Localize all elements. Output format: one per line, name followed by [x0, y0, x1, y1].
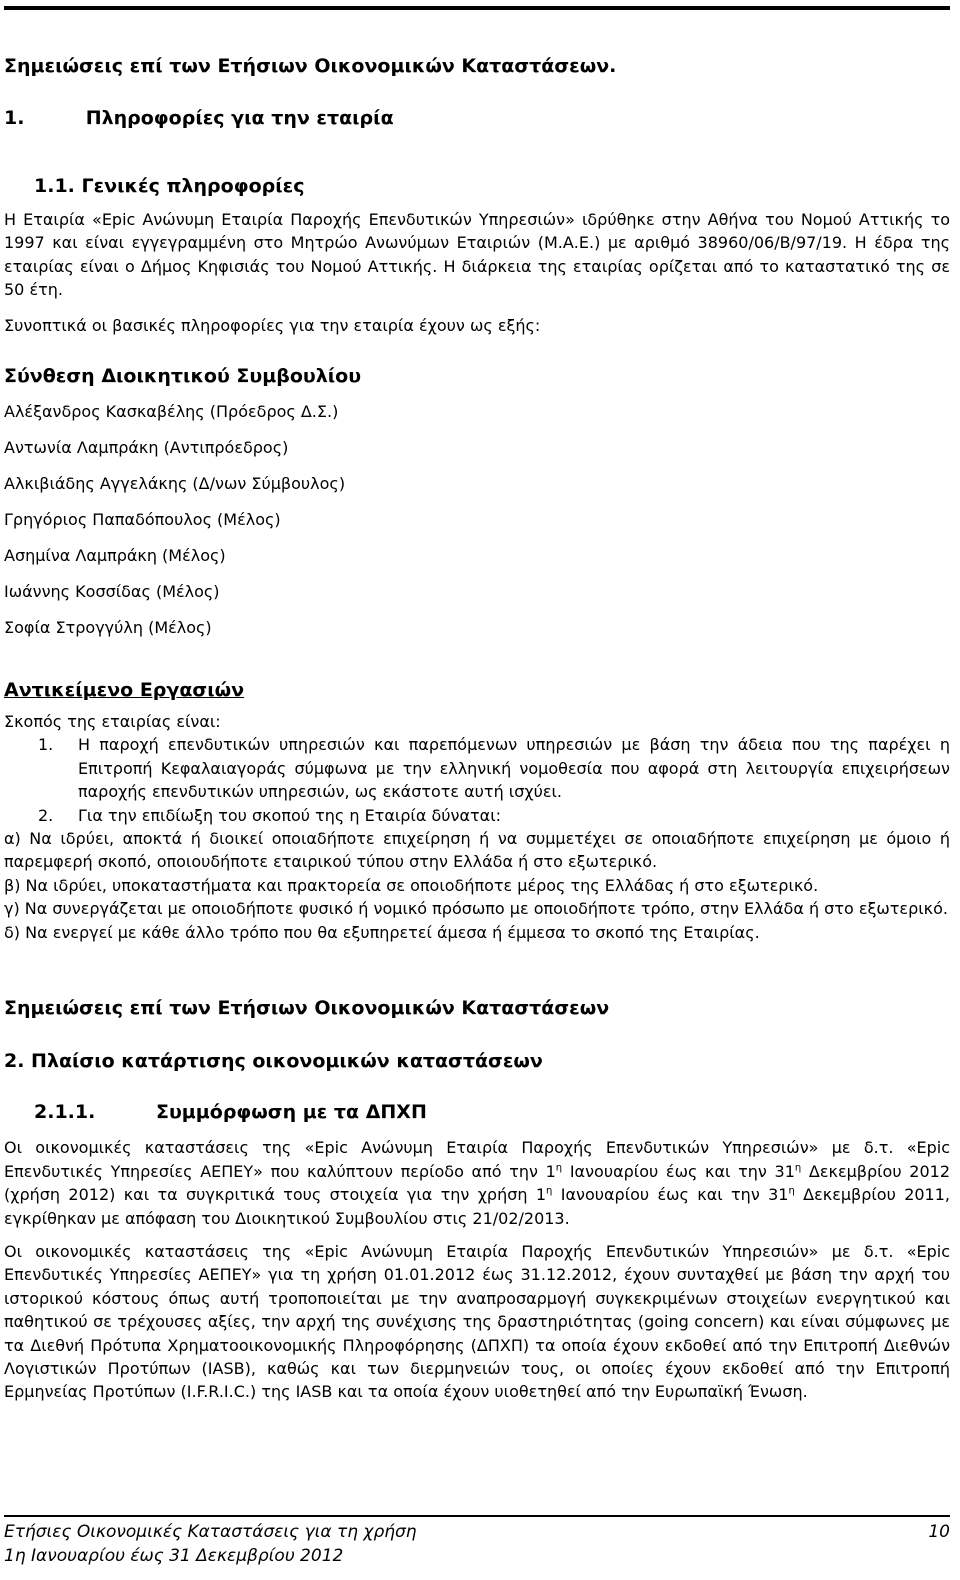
objects-item-1	[4, 733, 950, 803]
footer-rule	[4, 1515, 950, 1517]
board-member: Γρηγόριος Παπαδόπουλος (Μέλος)	[4, 510, 281, 529]
section-1-number: 1.	[4, 107, 25, 129]
objects-item-1-text: Η παροχή επενδυτικών υπηρεσιών και παρεπόμενων υπηρεσιών με βάση την άδεια που της παρέχει η Επιτροπή Κεφαλαιαγοράς σύμφωνα με την ελληνική νομοθεσία που αφορά στη λειτουργία επιχειρήσεων παροχής επενδυτικών υπηρεσιών, ως εκάστοτε αυτή ισχύει.	[78, 735, 950, 802]
summary-text: Συνοπτικά οι βασικές πληροφορίες για την εταιρία έχουν ως εξής:	[4, 316, 541, 335]
objects-section	[4, 678, 950, 944]
objects-sub-d: δ) Να ενεργεί με κάθε άλλο τρόπο που θα εξυπηρετεί άμεσα ή έμμεσα το σκοπό της Εταιρίας.	[4, 922, 760, 942]
board-section	[4, 364, 950, 652]
objects-item-1-number: 1.	[38, 735, 54, 755]
main-heading	[4, 54, 950, 78]
fs-paragraph-1-text: Οι οικονομικές καταστάσεις της «Epic Ανώνυμη Εταιρία Παροχής Επενδυτικών Υπηρεσιών» με δ.τ. «Epic Επενδυτικές Υπηρεσίες ΑΕΠΕΥ» που καλύπτουν περίοδο από την $1^\eta$ Ιανουαρίου έως και την $31^\eta$ Δεκεμβρίου 2012 (χρήση 2012) και τα συγκριτικά τους στοιχεία για την χρήση $1^\eta$ Ιανουαρίου έως και την $31^\eta$ Δεκεμβρίου 2011, εγκρίθηκαν με απόφαση του Διοικητικού Συμβουλίου στις 21/02/2013.	[4, 1138, 951, 1228]
board-member-list	[4, 400, 950, 652]
board-member: Σοφία Στρογγύλη (Μέλος)	[4, 618, 212, 637]
objects-item-2-text: Για την επιδίωξη του σκοπού της η Εταιρία δύναται:	[78, 805, 501, 825]
main-heading-text: Σημειώσεις επί των Ετήσιων Οικονομικών Καταστάσεων.	[4, 55, 617, 77]
board-member: Αντωνία Λαμπράκη (Αντιπρόεδρος)	[4, 438, 289, 457]
objects-sub-a: α) Να ιδρύει, αποκτά ή διοικεί οποιαδήποτε επιχείρηση ή να συμμετέχει σε οποιαδήποτε επιχείρηση με όμοιο ή παρεμφερή σκοπό, οποιουδήποτε εταιρικού τύπου στην Ελλάδα ή στο εξωτερικό.	[4, 829, 950, 872]
objects-item-2	[4, 804, 950, 827]
notes-heading-2	[4, 996, 950, 1020]
objects-sub-c: γ) Να συνεργάζεται με οποιοδήποτε φυσικό ή νομικό πρόσωπο με οποιοδήποτε τρόπο, στην Ελλάδα ή στο εξωτερικό.	[4, 899, 948, 919]
board-member: Αλκιβιάδης Αγγελάκης (Δ/νων Σύμβουλος)	[4, 474, 346, 493]
section-1-heading	[4, 106, 950, 130]
section-2-title: 2. Πλαίσιο κατάρτισης οικονομικών καταστάσεων	[4, 1050, 543, 1072]
board-title: Σύνθεση Διοικητικού Συμβουλίου	[4, 365, 362, 387]
general-info-paragraph	[4, 208, 950, 302]
general-info-text: Η Εταιρία «Epic Ανώνυμη Εταιρία Παροχής Επενδυτικών Υπηρεσιών» ιδρύθηκε στην Αθήνα του Νομού Αττικής το 1997 και είναι εγγεγραμμένη στο Μητρώο Ανωνύμων Εταιριών (Μ.Α.Ε.) με αριθμό 38960/06/Β/97/19. Η έδρα της εταιρίας είναι ο Δήμος Κηφισιάς του Νομού Αττικής. Η διάρκεια της εταιρίας ορίζεται από το καταστατικό της σε 50 έτη.	[4, 210, 950, 300]
board-member: Ιωάννης Κοσσίδας (Μέλος)	[4, 582, 220, 601]
fs-paragraph-2-text: Οι οικονομικές καταστάσεις της «Epic Ανώνυμη Εταιρία Παροχής Επενδυτικών Υπηρεσιών» με δ.τ. «Epic Επενδυτικές Υπηρεσίες ΑΕΠΕΥ» για τη χρήση 01.01.2012 έως 31.12.2012, έχουν συνταχθεί με βάση την αρχή του ιστορικού κόστους όπως αυτή τροποποιείται με την αναπροσαρμογή συγκεκριμένων στοιχείων ενεργητικού και παθητικού σε τρέχουσες αξίες, την αρχή της συνέχισης της δραστηριότητας (going concern) και είναι σύμφωνες με τα Διεθνή Πρότυπα Χρηματοοικονομικής Πληροφόρησης (ΔΠΧΠ) τα οποία έχουν εκδοθεί από την Επιτροπή Διεθνών Λογιστικών Προτύπων (IASB), καθώς και των διερμηνειών τους, οι οποίες έχουν εκδοθεί από την Επιτροπή Ερμηνείας Προτύπων (I.F.R.I.C.) της IASB και τα οποία έχουν υιοθετηθεί από την Ευρωπαϊκή Ένωση.	[4, 1242, 950, 1402]
page-number: 10	[928, 1522, 950, 1542]
fs-paragraph-1	[4, 1136, 950, 1230]
notes-heading-2-text: Σημειώσεις επί των Ετήσιων Οικονομικών Καταστάσεων	[4, 997, 610, 1019]
section-1-1-title: 1.1. Γενικές πληροφορίες	[34, 175, 305, 197]
section-2-heading	[4, 1049, 950, 1073]
objects-intro: Σκοπός της εταιρίας είναι:	[4, 712, 221, 731]
top-rule	[4, 6, 950, 10]
section-2-1-1-heading	[34, 1100, 960, 1124]
objects-title: Αντικείμενο Εργασιών	[4, 679, 245, 701]
footer-line-2: 1η Ιανουαρίου έως 31 Δεκεμβρίου 2012	[4, 1546, 344, 1566]
footer-line-1: Ετήσιες Οικονομικές Καταστάσεις για τη χρήση	[4, 1522, 417, 1542]
objects-item-2-number: 2.	[38, 805, 54, 825]
summary-paragraph	[4, 314, 950, 337]
section-1-title: Πληροφορίες για την εταιρία	[85, 107, 394, 129]
objects-sub-b: β) Να ιδρύει, υποκαταστήματα και πρακτορεία σε οποιοδήποτε μέρος της Ελλάδας ή στο εξωτερικό.	[4, 875, 819, 895]
board-member: Ασημίνα Λαμπράκη (Μέλος)	[4, 546, 226, 565]
fs-paragraph-2	[4, 1240, 950, 1404]
section-2-1-1-number: 2.1.1.	[34, 1101, 96, 1123]
board-member: Αλέξανδρος Κασκαβέλης (Πρόεδρος Δ.Σ.)	[4, 402, 339, 421]
section-1-1-heading	[34, 174, 960, 198]
section-2-1-1-title: Συμμόρφωση με τα ΔΠΧΠ	[156, 1101, 427, 1123]
page-footer	[4, 1520, 950, 1568]
